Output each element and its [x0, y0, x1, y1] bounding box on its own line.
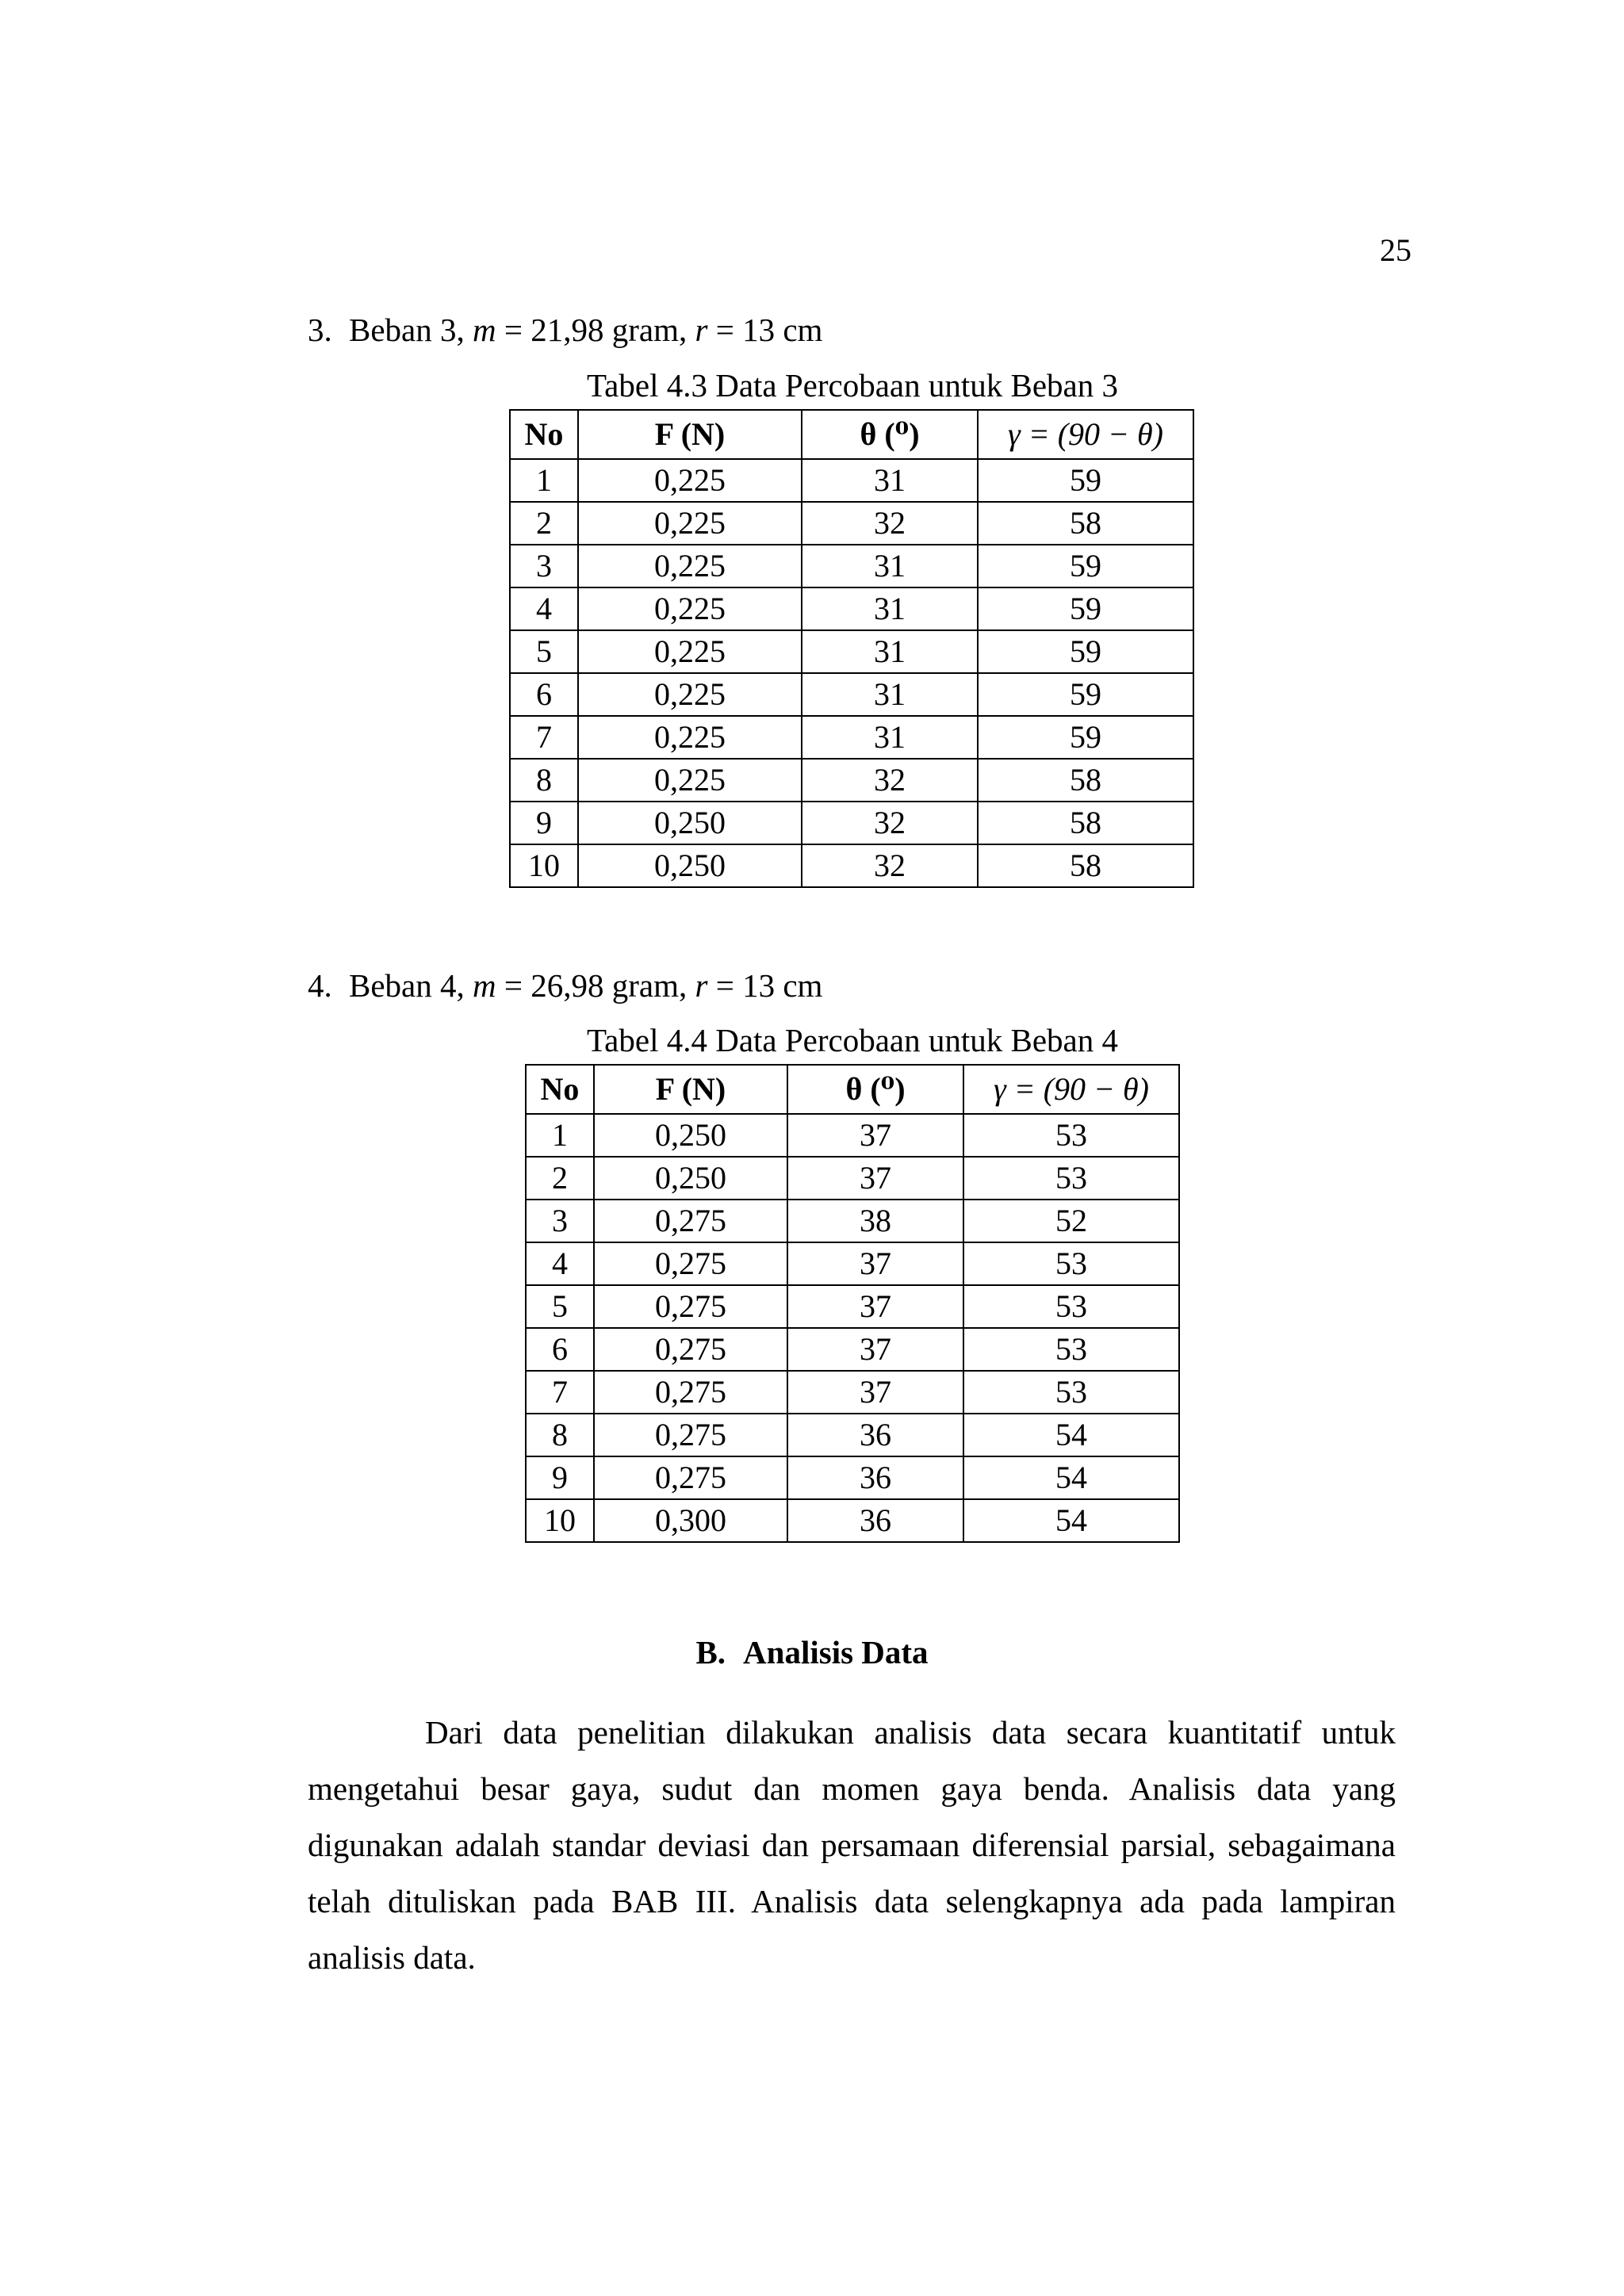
table-4-4-body	[526, 1114, 1179, 1542]
radius-value: = 13 cm	[707, 312, 823, 348]
table-row	[510, 716, 1193, 759]
radius-symbol: r	[695, 312, 708, 348]
table-row	[526, 1242, 1179, 1285]
cell-force: 0,225	[578, 716, 802, 759]
table-4-3	[509, 409, 1194, 888]
cell-no: 4	[510, 587, 578, 630]
cell-theta: 31	[802, 459, 978, 502]
cell-gamma: 53	[963, 1285, 1179, 1328]
table-row	[526, 1328, 1179, 1371]
header-gamma: γ = (90 − θ)	[963, 1065, 1179, 1114]
radius-value: = 13 cm	[707, 967, 823, 1004]
header-force: F (N)	[578, 410, 802, 459]
table-row	[526, 1200, 1179, 1242]
cell-theta: 37	[787, 1242, 963, 1285]
cell-gamma: 58	[978, 844, 1193, 887]
cell-no: 7	[510, 716, 578, 759]
cell-force: 0,250	[594, 1157, 787, 1200]
header-theta: θ (⁰)	[802, 410, 978, 459]
table-row	[526, 1285, 1179, 1328]
cell-gamma: 53	[963, 1157, 1179, 1200]
cell-gamma: 53	[963, 1328, 1179, 1371]
cell-no: 8	[526, 1414, 594, 1456]
header-no: No	[526, 1065, 594, 1114]
cell-gamma: 59	[978, 587, 1193, 630]
cell-no: 1	[510, 459, 578, 502]
cell-force: 0,250	[594, 1114, 787, 1157]
cell-theta: 32	[802, 802, 978, 844]
cell-force: 0,300	[594, 1499, 787, 1542]
cell-gamma: 58	[978, 759, 1193, 802]
table-row	[510, 802, 1193, 844]
cell-no: 3	[510, 545, 578, 587]
table-row	[510, 673, 1193, 716]
cell-no: 10	[510, 844, 578, 887]
cell-gamma: 59	[978, 545, 1193, 587]
cell-theta: 31	[802, 673, 978, 716]
cell-force: 0,225	[578, 587, 802, 630]
cell-no: 5	[526, 1285, 594, 1328]
cell-gamma: 59	[978, 630, 1193, 673]
cell-force: 0,225	[578, 502, 802, 545]
table-row	[510, 502, 1193, 545]
cell-theta: 32	[802, 502, 978, 545]
cell-theta: 37	[787, 1285, 963, 1328]
table-header-row	[510, 410, 1193, 459]
cell-force: 0,275	[594, 1242, 787, 1285]
cell-gamma: 54	[963, 1499, 1179, 1542]
cell-gamma: 54	[963, 1456, 1179, 1499]
cell-force: 0,275	[594, 1328, 787, 1371]
cell-force: 0,275	[594, 1456, 787, 1499]
cell-no: 9	[510, 802, 578, 844]
beban-4-heading	[308, 966, 822, 1004]
table-4-4	[525, 1064, 1180, 1543]
cell-theta: 31	[802, 716, 978, 759]
cell-no: 4	[526, 1242, 594, 1285]
section-letter: B.	[695, 1634, 726, 1670]
cell-no: 6	[510, 673, 578, 716]
cell-theta: 37	[787, 1157, 963, 1200]
table-row	[510, 844, 1193, 887]
cell-force: 0,275	[594, 1285, 787, 1328]
cell-gamma: 54	[963, 1414, 1179, 1456]
cell-theta: 38	[787, 1200, 963, 1242]
cell-theta: 36	[787, 1414, 963, 1456]
table-row	[526, 1371, 1179, 1414]
cell-no: 5	[510, 630, 578, 673]
cell-theta: 32	[802, 759, 978, 802]
beban-3-heading	[308, 311, 822, 349]
header-theta: θ (⁰)	[787, 1065, 963, 1114]
table-row	[510, 459, 1193, 502]
cell-gamma: 52	[963, 1200, 1179, 1242]
table-row	[526, 1114, 1179, 1157]
cell-force: 0,225	[578, 673, 802, 716]
cell-force: 0,225	[578, 759, 802, 802]
page-number: 25	[1380, 232, 1411, 268]
cell-theta: 32	[802, 844, 978, 887]
cell-no: 3	[526, 1200, 594, 1242]
table-row	[526, 1157, 1179, 1200]
item-number: 3.	[308, 312, 332, 348]
cell-no: 8	[510, 759, 578, 802]
mass-symbol: m	[473, 312, 496, 348]
table-4-4-caption: Tabel 4.4 Data Percobaan untuk Beban 4	[587, 1022, 1118, 1058]
table-row	[510, 587, 1193, 630]
cell-force: 0,225	[578, 545, 802, 587]
cell-no: 10	[526, 1499, 594, 1542]
cell-force: 0,250	[578, 844, 802, 887]
cell-theta: 31	[802, 630, 978, 673]
cell-gamma: 53	[963, 1371, 1179, 1414]
item-number: 4.	[308, 967, 332, 1004]
table-row	[510, 759, 1193, 802]
cell-no: 7	[526, 1371, 594, 1414]
header-gamma: γ = (90 − θ)	[978, 410, 1193, 459]
cell-force: 0,275	[594, 1371, 787, 1414]
cell-theta: 37	[787, 1328, 963, 1371]
cell-force: 0,275	[594, 1200, 787, 1242]
table-row	[510, 630, 1193, 673]
cell-gamma: 59	[978, 673, 1193, 716]
cell-gamma: 58	[978, 502, 1193, 545]
table-header-row	[526, 1065, 1179, 1114]
cell-theta: 36	[787, 1499, 963, 1542]
cell-no: 6	[526, 1328, 594, 1371]
radius-symbol: r	[695, 967, 708, 1004]
cell-no: 2	[510, 502, 578, 545]
mass-value: = 26,98 gram,	[496, 967, 695, 1004]
cell-force: 0,225	[578, 630, 802, 673]
cell-gamma: 53	[963, 1114, 1179, 1157]
table-4-3-body	[510, 459, 1193, 887]
analysis-paragraph: Dari data penelitian dilakukan analisis data secara kuantitatif untuk mengetahui besar gaya, sudut dan momen gaya benda. Analisis data yang digunakan adalah standar deviasi dan persamaan diferensial parsial, sebagaimana telah dituliskan pada BAB III. Analisis data selengkapnya ada pada lampiran analisis data.	[308, 1714, 1396, 1976]
mass-value: = 21,98 gram,	[496, 312, 695, 348]
cell-no: 9	[526, 1456, 594, 1499]
table-row	[510, 545, 1193, 587]
section-b-title	[0, 1633, 1624, 1671]
header-no: No	[510, 410, 578, 459]
table-row	[526, 1414, 1179, 1456]
cell-theta: 31	[802, 545, 978, 587]
heading-text: Beban 4,	[349, 967, 473, 1004]
cell-theta: 36	[787, 1456, 963, 1499]
cell-theta: 37	[787, 1114, 963, 1157]
cell-force: 0,275	[594, 1414, 787, 1456]
section-title-text: Analisis Data	[743, 1634, 929, 1670]
cell-gamma: 58	[978, 802, 1193, 844]
table-row	[526, 1499, 1179, 1542]
table-4-3-caption: Tabel 4.3 Data Percobaan untuk Beban 3	[587, 367, 1118, 404]
header-force: F (N)	[594, 1065, 787, 1114]
cell-no: 1	[526, 1114, 594, 1157]
cell-theta: 37	[787, 1371, 963, 1414]
cell-force: 0,250	[578, 802, 802, 844]
cell-no: 2	[526, 1157, 594, 1200]
cell-gamma: 53	[963, 1242, 1179, 1285]
table-row	[526, 1456, 1179, 1499]
heading-text: Beban 3,	[349, 312, 473, 348]
cell-theta: 31	[802, 587, 978, 630]
mass-symbol: m	[473, 967, 496, 1004]
cell-gamma: 59	[978, 459, 1193, 502]
cell-gamma: 59	[978, 716, 1193, 759]
cell-force: 0,225	[578, 459, 802, 502]
